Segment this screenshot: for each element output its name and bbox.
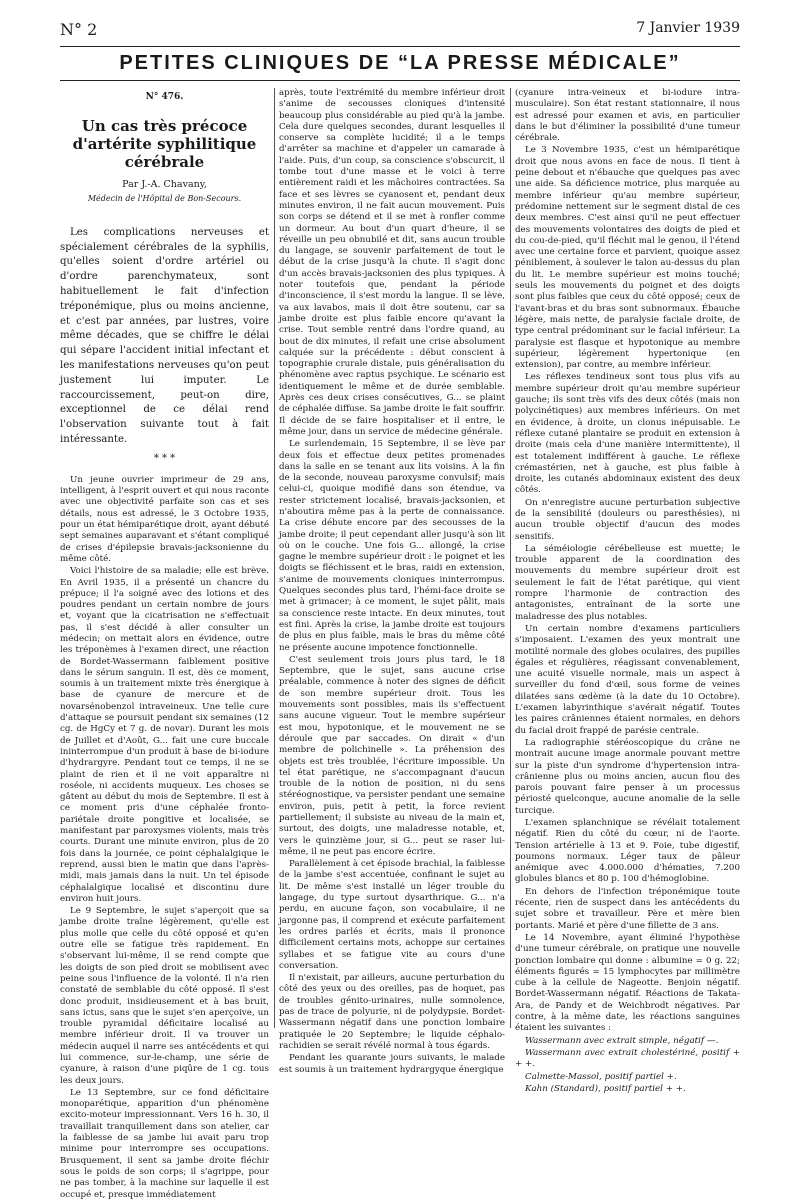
section-separator: * * * <box>153 452 176 464</box>
paragraph: Le 3 Novembre 1935, c'est un hémiparétique droit que nous avons en face de nous. Il tient à peine debout et n'ébauche que quelques pas avec une aide. Sa déficience motrice, plus marquée au membre inférieur qu'au membre supérieur, prédomine nettement sur le segment distal de ces deux membres. C'est ainsi qu'il ne peut effectuer des mouvements volontaires des doigts de pied et du cou-de-pied, qu'il fléchit mal le genou, il l'étend avec une certaine force et parvient, quoique assez péniblement, à soulever le talon au-dessus du plan du lit. Le membre supérieur est moins touché; seuls les mouvements du poignet et des doigts sont plus faibles que ceux du côté opposé; ceux de l'avant-bras et du bras sont subnormaux. Ébauche légère, mais nette, de paralysie faciale droite, de type central prédominant sur le facial inférieur. La paralysie est flasque et hypotonique au membre supérieur, légèrement hypertonique (en extension), par contre, au membre inférieur. <box>515 145 740 371</box>
column-3 <box>515 88 740 1094</box>
paragraph: (cyanure intra-veineux et bi-iodure intra-musculaire). Son état restant stationnaire, il nous est adressé pour examen et avis, en particulier dans le but d'éliminer la possibilité d'une tumeur cérébrale. <box>515 88 740 144</box>
serology-result: Wassermann avec extrait cholestériné, positif + + +. <box>515 1047 740 1070</box>
paragraph: Le 13 Septembre, sur ce fond déficitaire monoparétique, apparition d'un phénomène excito-moteur impressionnant. Vers 16 h. 30, il travaillait tranquillement dans son atelier, car la faiblesse de sa jambe lui avait paru trop minime pour interrompre ses occupations. Brusquement, il sent sa jambe droite fléchir sous le poids de son corps; il s'agrippe, pour ne pas tomber, à la machine sur laquelle il est occupé et, presque immédiatement <box>60 1087 269 1200</box>
serology-result: Kahn (Standard), positif partiel + +. <box>525 1083 686 1094</box>
author-affiliation: Médecin de l'Hôpital de Bon-Secours. <box>87 193 242 203</box>
paragraph: Le surlendemain, 15 Septembre, il se lève par deux fois et effectue deux petites promenades dans la salle en se tenant aux lits voisins. À la fin de la seconde, nouveau paroxysme convulsif; mais celui-ci, quoique modifié dans son étendue, va rester strictement localisé, bravais-jacksonien, et n'aboutira même pas à la perte de connaissance. La crise débute encore par des secousses de la jambe droite; il peut cependant aller jusqu'à son lit où on le couche. Une fois G... allongé, la crise gagne le membre supérieur droit : le poignet et les doigts se fléchissent et le bras, raidi en extension, s'anime de mouvements cloniques ininterrompus. Quelques secondes plus tard, l'hémi-face droite se met à grimacer; à ce moment, le sujet pâlit, mais sa conscience reste intacte. En deux minutes, tout est fini. Après la crise, la jambe droite est toujours de plus en plus faible, mais le bras du même côté ne présente aucune impotence fonctionnelle. <box>279 439 505 653</box>
column-divider-1 <box>274 88 275 1028</box>
section-banner: PETITES CLINIQUES DE “LA PRESSE MÉDICALE” <box>119 52 681 74</box>
paragraph: Un certain nombre d'examens particuliers s'imposaient. L'examen des yeux montrait une motilité normale des globes oculaires, des pupilles égales et régulières, réagissant convenablement, une acuité visuelle normale, mais un aspect à surveiller du fond d'œil, sous forme de veines dilatées sans œdème (à la date du 10 Octobre). L'examen labyrinthique s'avérait négatif. Toutes les paires crâniennes étaient normales, en dehors du facial droit frappé de parésie centrale. <box>515 623 740 736</box>
column-divider-2 <box>510 88 511 1028</box>
paragraph: La séméiologie cérébelleuse est muette; le trouble apparent de la coordination des mouvements du membre supérieur droit est seulement le fait de l'état parétique, qui vient rompre l'harmonie de contraction des antagonistes, entraînant de la sorte une maladresse des plus notables. <box>515 543 740 622</box>
page-number: N° 2 <box>60 20 98 39</box>
paragraph: Les réflexes tendineux sont tous plus vifs au membre supérieur droit qu'au membre supérieur gauche; ils sont très vifs des deux côtés (mais non polycinétiques) aux membres inférieurs. On met en évidence, à droite, un clonus inépuisable. Le réflexe cutané plantaire se produit en extension à droite (mais cela d'une manière intermittente), il est totalement indifférent à gauche. Le réflexe crémastérien, net à gauche, est plus faible à droite, les cutanés abdominaux existent des deux côtés. <box>515 372 740 496</box>
column-2 <box>279 88 506 1075</box>
paragraph: après, toute l'extrémité du membre inférieur droit s'anime de secousses cloniques d'intensité beaucoup plus considérable au pied qu'à la jambe. Cela dure quelques secondes, durant lesquelles il conserve sa complète lucidité; il a le temps d'arrêter sa machine et d'appeler un camarade à l'aide. Puis, d'un coup, sa conscience s'obscurcit, il tombe tout d'une masse et le voici à terre entièrement raidi et les mâchoires contractées. Sa face et ses lèvres se cyanosent et, pendant deux minutes environ, il ne fait aucun mouvement. Puis son corps se détend et il se met à ronfler comme un dormeur. Au bout d'un quart d'heure, il se réveille un peu obnubilé et dit, sans aucun trouble du langage, se souvenir parfaitement de tout le début de la crise jusqu'à la chute. Il s'agit donc d'un accès bravais-jacksonien des plus typiques. À noter toutefois que, pendant la période d'inconscience, il s'est mordu la langue. Il se lève, va aux lavabos, mais il doit être soutenu, car sa jambe droite est plus faible encore qu'avant la crise. Tout semble rentré dans l'ordre quand, au bout de dix minutes, il refait une crise absolument calquée sur la précédente : début conscient à topographie crurale distale, puis généralisation du phénomène avec raptus psychique. Le scénario est identiquement le même et de durée semblable. Après ces deux crises consécutives, G... se plaint de céphalée diffuse. Sa jambe droite le fait souffrir. Il décide de se faire hospitaliser et il entre, le même jour, dans un service de médecine générale. <box>279 88 505 437</box>
header-rule-top <box>60 46 740 47</box>
paragraph: Le 14 Novembre, ayant éliminé l'hypothèse d'une tumeur cérébrale, on pratique une nouvelle ponction lombaire qui donne : albumine = 0 g. 22; éléments figurés = 15 lymphocytes par millimètre cube à la cellule de Nageotte. Benjoin négatif. Bordet-Wassermann négatif. Réactions de Takata-Ara, de Pandy et de Weichbrodt négatives. Par contre, à la même date, les réactions sanguines étaient les suivantes : <box>515 932 740 1034</box>
author-line: Par J.-A. Chavany, <box>122 179 207 191</box>
paragraph: Un jeune ouvrier imprimeur de 29 ans, intelligent, à l'esprit ouvert et qui nous raconte avec une objectivité parfaite son cas et ses détails, nous est adressé, le 3 Octobre 1935, pour un état hémiparétique droit, ayant débuté sept semaines auparavant et s'étant compliqué de crises d'épilepsie bravais-jacksonienne du même côté. <box>60 474 269 564</box>
paragraph: Il n'existait, par ailleurs, aucune perturbation du côté des yeux ou des oreilles, pas de hoquet, pas de troubles génito-urinaires, nulle somnolence, pas de trace de polyurie, ni de polydypsie. Bordet-Wassermann négatif dans une ponction lombaire pratiquée le 20 Septembre; le liquide céphalo-rachidien se serait révélé normal à tous égards. <box>279 973 505 1051</box>
serology-result: Wassermann avec extrait simple, négatif —. <box>525 1035 719 1046</box>
paragraph: La radiographie stéréoscopique du crâne ne montrait aucune image anormale pouvant mettre sur la piste d'un syndrome d'hypertension intra-crânienne plus ou moins ancien, aucun flou des parois pouvant faire penser à un processus périosté quelconque, aucune anomalie de la selle turcique. <box>515 737 740 816</box>
paragraph: On n'enregistre aucune perturbation subjective de la sensibilité (douleurs ou paresthésies), ni aucun trouble objectif d'aucun des modes sensitifs. <box>515 497 740 542</box>
paragraph: Parallèlement à cet épisode brachial, la faiblesse de la jambe s'est accentuée, confinant le sujet au lit. De même s'est installé un léger trouble du langage, du type surtout dysarthrique. G... n'a perdu, en aucune façon, son vocabulaire, il ne jargonne pas, il comprend et exécute parfaitement les ordres parlés et écrits, mais il prononce difficilement certains mots, achoppe sur certaines syllabes et se fatigue vite au cours d'une conversation. <box>279 859 505 971</box>
issue-date: 7 Janvier 1939 <box>636 20 740 36</box>
article-title: Un cas très précoce d'artérite syphilitique cérébrale <box>72 117 257 172</box>
paragraph: L'examen splanchnique se révélait totalement négatif. Rien du côté du cœur, ni de l'aorte. Tension artérielle à 13 et 9. Foie, tube digestif, poumons normaux. Léger taux de pâleur anémique avec 4.000.000 d'hématies, 7.200 globules blancs et 80 p. 100 d'hémoglobine. <box>515 818 740 885</box>
intro-paragraph: Les complications nerveuses et spécialement cérébrales de la syphilis, qu'elles soient d'ordre artériel ou d'ordre parenchymateux, sont habituellement le fait d'infection tréponémique, plus ou moins ancienne, et c'est par années, par lustres, voire même décades, que se chiffre le délai qui sépare l'accident initial infectant et les manifestations nerveuses qu'on peut justement lui imputer. Le raccourcissement, peut-on dire, exceptionnel de ce délai rend l'observation suivante tout à fait intéressante. <box>60 226 269 446</box>
paragraph: Voici l'histoire de sa maladie; elle est brève. En Avril 1935, il a présenté un chancre du prépuce; il l'a soigné avec des lotions et des poudres pendant un certain nombre de jours et, voyant que la cicatrisation ne s'effectuait pas, il s'est décidé à aller consulter un médecin; on mettait alors en évidence, outre les tréponèmes à l'examen direct, une réaction de Bordet-Wassermann faiblement positive dans le sérum sanguin. Il est, dès ce moment, soumis à un traitement mixte très énergique à base de cyanure de mercure et de novarsénobenzol intraveineux. Une telle cure d'attaque se poursuit pendant six semaines (12 cg. de HgCy et 7 g. de novar). Durant les mois de Juillet et d'Août, G... fait une cure buccale ininterrompue d'un produit à base de bi-iodure d'hydrargyre. Pendant tout ce temps, il ne se plaint de rien et il ne voit apparaître ni roséole, ni accidents muqueux. Les choses se gâtent au début du mois de Septembre. Il est à ce moment pris d'une céphalée fronto-pariétale droite pongitive et localisée, se manifestant par paroxysmes violents, mais très courts. Durant une minute environ, plus de 20 fois dans la journée, ce point céphalalgique le reprend, aussi bien le matin que dans l'après-midi, mais jamais dans la nuit. Un tel épisode céphalalgique localisé et discontinu dure environ huit jours. <box>60 566 269 904</box>
article-number: N° 476. <box>145 92 184 102</box>
paragraph: C'est seulement trois jours plus tard, le 18 Septembre, que le sujet, sans aucune crise préalable, commence à noter des signes de déficit de son membre supérieur droit. Tous les mouvements sont possibles, mais ils s'effectuent sans aucune vigueur. Tout le membre supérieur est mou, hypotonique, et le mouvement ne se déroule que par saccades. On dirait « d'un membre de polichinelle ». La préhension des objets est très troublée, l'écriture impossible. Un tel état parétique, ne s'accompagnant d'aucun trouble de la notion de position, ni du sens stéréognostique, va persister pendant une semaine environ, puis, petit à petit, la force revient partiellement; il subsiste au niveau de la main et, surtout, des doigts, une maladresse notable, et, vers le quinzième jour, si G... peut se raser lui-même, il ne peut pas encore écrire. <box>279 654 506 857</box>
header-rule-bottom <box>60 80 740 81</box>
paragraph: Pendant les quarante jours suivants, le malade est soumis à un traitement hydrargyque énergique <box>279 1053 505 1075</box>
column-1 <box>60 88 269 1200</box>
paragraph: En dehors de l'infection tréponémique toute récente, rien de suspect dans les antécédents du sujet sobre et travailleur. Père et mère bien portants. Marié et père d'une fillette de 3 ans. <box>515 886 740 931</box>
serology-result: Calmette-Massol, positif partiel +. <box>525 1071 677 1082</box>
running-header <box>60 20 740 42</box>
paragraph: Le 9 Septembre, le sujet s'aperçoit que sa jambe droite traîne légèrement, qu'elle est plus molle que celle du côté opposé et qu'en outre elle se fatigue très rapidement. En s'observant lui-même, il se rend compte que les doigts de son pied droit se mobilisent avec peine sous l'influence de la volonté. Il n'a rien constaté de semblable du côté opposé. Il s'est donc produit, insidieusement et à bas bruit, sans ictus, sans que le sujet s'en aperçoive, un trouble pyramidal déficitaire localisé au membre inférieur droit. Il va trouver un médecin auquel il narre ses antécédents et qui lui commence, sur-le-champ, une série de cyanure, à raison d'une piqûre de 1 cg. tous les deux jours. <box>60 906 269 1086</box>
